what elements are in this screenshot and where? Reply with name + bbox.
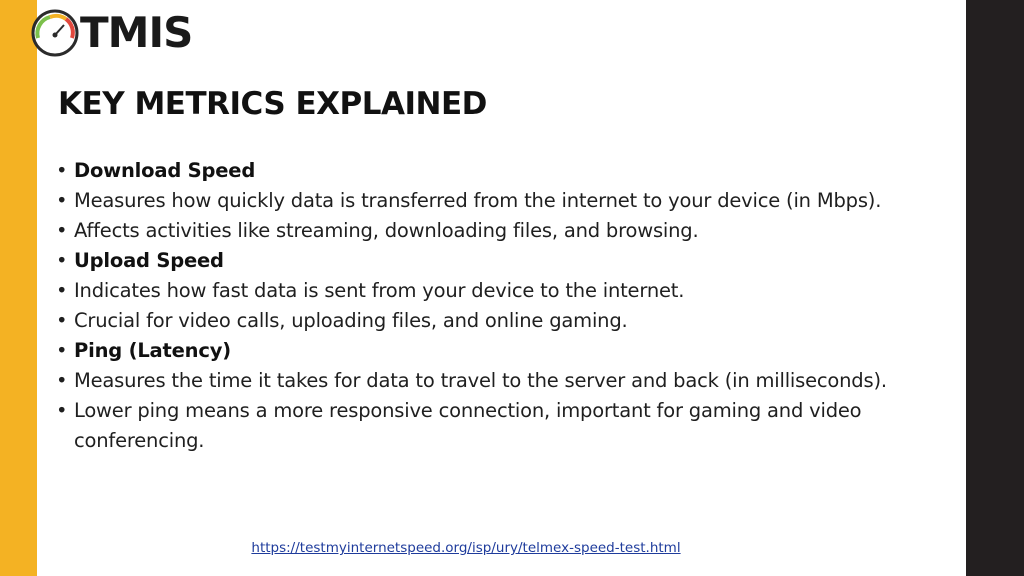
bullet-item bbox=[56, 216, 916, 246]
right-dark-bar bbox=[966, 0, 1024, 576]
bullet-dot: • bbox=[56, 189, 68, 212]
source-link[interactable]: https://testmyinternetspeed.org/isp/ury/telmex-speed-test.html bbox=[251, 540, 681, 556]
bullet-dot: • bbox=[56, 309, 68, 332]
bullet-dot: • bbox=[56, 339, 68, 362]
bullet-text: Indicates how fast data is sent from your device to the internet. bbox=[74, 279, 685, 302]
tmis-logo bbox=[30, 6, 192, 60]
bullet-text: Download Speed bbox=[74, 159, 256, 182]
speedometer-icon bbox=[30, 8, 80, 58]
bullet-dot: • bbox=[56, 399, 68, 422]
bullet-text: Measures how quickly data is transferred from the internet to your device (in Mbps). bbox=[74, 189, 882, 212]
bullet-item bbox=[56, 186, 916, 216]
bullet-text: Ping (Latency) bbox=[74, 339, 231, 362]
bullet-text: Upload Speed bbox=[74, 249, 224, 272]
bullet-item bbox=[56, 276, 916, 306]
bullet-heading bbox=[56, 336, 916, 366]
bullet-dot: • bbox=[56, 219, 68, 242]
bullet-text: Affects activities like streaming, downloading files, and browsing. bbox=[74, 219, 699, 242]
bullet-dot: • bbox=[56, 159, 68, 182]
bullet-dot: • bbox=[56, 249, 68, 272]
bullet-text: Crucial for video calls, uploading files, and online gaming. bbox=[74, 309, 628, 332]
slide-title: KEY METRICS EXPLAINED bbox=[58, 86, 487, 122]
bullet-text: Measures the time it takes for data to travel to the server and back (in milliseconds). bbox=[74, 369, 887, 392]
bullet-item bbox=[56, 306, 916, 336]
bullet-list bbox=[56, 156, 916, 456]
bullet-item bbox=[56, 366, 916, 396]
bullet-heading bbox=[56, 246, 916, 276]
bullet-dot: • bbox=[56, 369, 68, 392]
bullet-heading bbox=[56, 156, 916, 186]
brand-name: TMIS bbox=[80, 8, 193, 57]
bullet-dot: • bbox=[56, 279, 68, 302]
bullet-text: Lower ping means a more responsive connection, important for gaming and video conferencing. bbox=[74, 399, 862, 452]
bullet-item bbox=[56, 396, 916, 456]
left-accent-bar bbox=[0, 0, 37, 576]
